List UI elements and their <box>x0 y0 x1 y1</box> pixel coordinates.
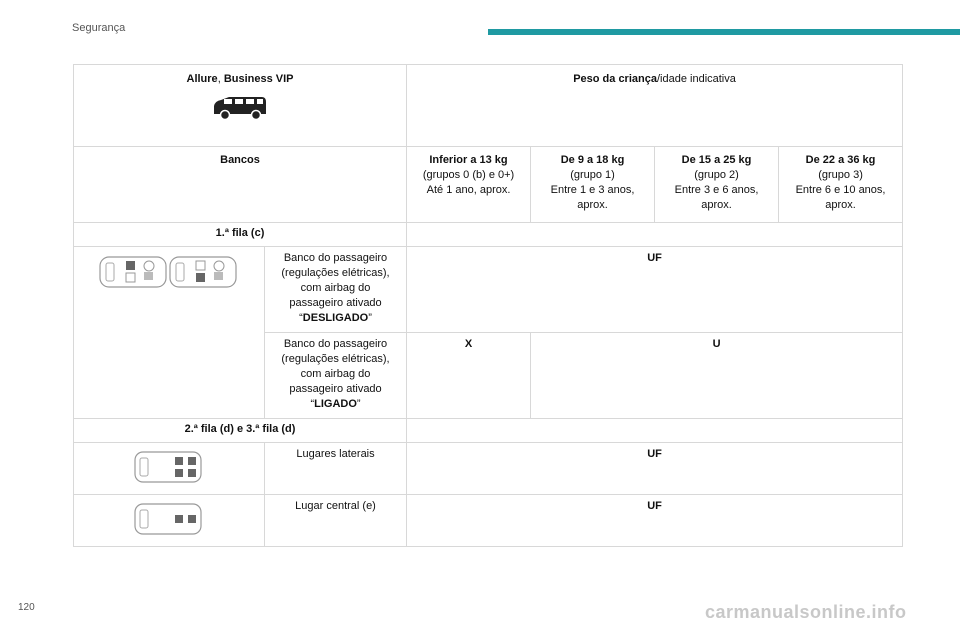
lateral-seat-diagram-cell <box>74 443 265 495</box>
seat-desc-line: Banco do passageiro <box>283 338 388 350</box>
group-number: (grupo 3) <box>818 169 863 181</box>
suitability-value: X <box>464 338 473 350</box>
value-cell <box>407 333 531 419</box>
central-seat-label-cell <box>265 495 407 547</box>
passenger-airbag-on-cell <box>265 333 407 419</box>
seats-header-cell <box>74 147 407 223</box>
passenger-airbag-off-cell <box>265 247 407 333</box>
value-cell <box>407 495 903 547</box>
section-title: Segurança <box>72 22 126 34</box>
lateral-seats-label-cell <box>265 443 407 495</box>
row-section-label <box>74 223 407 247</box>
table-row <box>74 495 903 547</box>
group-title: De 9 a 18 kg <box>560 154 625 166</box>
watermark: carmanualsonline.info <box>705 602 907 622</box>
airbag-state: DESLIGADO <box>302 312 369 324</box>
section-color-bar <box>488 29 960 35</box>
group-age: Entre 6 e 10 anos, aprox. <box>795 184 886 211</box>
group-title: De 22 a 36 kg <box>805 154 876 166</box>
group-cell <box>779 147 903 223</box>
version-name-1: Allure <box>186 73 218 85</box>
group-title: Inferior a 13 kg <box>429 154 508 166</box>
page-number: 120 <box>18 602 35 613</box>
suitability-value: UF <box>647 448 662 460</box>
table-row <box>74 443 903 495</box>
empty-cell <box>407 419 903 443</box>
group-age: Até 1 ano, aprox. <box>426 184 511 196</box>
child-seat-table <box>73 64 903 547</box>
weight-header-bold: Peso da criança <box>573 73 657 85</box>
weight-header-cell <box>407 65 903 147</box>
group-number: (grupo 2) <box>694 169 739 181</box>
central-seat-car-top-icon <box>134 501 204 537</box>
group-cell <box>655 147 779 223</box>
seat-desc-line: (regulações elétricas), <box>281 267 390 279</box>
group-cell <box>407 147 531 223</box>
value-cell <box>407 443 903 495</box>
version-separator: , <box>217 73 224 85</box>
table-row <box>74 147 903 223</box>
seats-header: Bancos <box>220 154 260 166</box>
seat-desc-line: passageiro ativado <box>289 297 382 309</box>
table-row <box>74 247 903 333</box>
value-cell <box>407 247 903 333</box>
group-number: (grupo 1) <box>570 169 615 181</box>
version-name-2: Business VIP <box>223 73 294 85</box>
quote-open: “ <box>299 312 303 324</box>
group-title: De 15 a 25 kg <box>681 154 752 166</box>
quote-close: ” <box>356 398 361 410</box>
lateral-seats-car-top-icon <box>134 449 204 485</box>
quote-close: ” <box>368 312 372 324</box>
front-seat-diagram-cell <box>74 247 265 419</box>
group-cell <box>531 147 655 223</box>
quote-open: “ <box>310 398 315 410</box>
lateral-seats-label: Lugares laterais <box>296 448 375 460</box>
van-side-icon <box>210 95 270 121</box>
seat-desc-line: Banco do passageiro <box>283 252 388 264</box>
seat-desc-line: (regulações elétricas), <box>281 353 390 365</box>
central-seat-diagram-cell <box>74 495 265 547</box>
suitability-value: U <box>712 338 721 350</box>
front-seats-car-top-icon <box>99 253 239 289</box>
suitability-value: UF <box>647 252 662 264</box>
first-row-label: 1.ª fila (c) <box>215 227 265 239</box>
group-age: Entre 1 e 3 anos, aprox. <box>550 184 635 211</box>
seat-desc-line: com airbag do <box>300 282 371 294</box>
table-row <box>74 223 903 247</box>
group-number: (grupos 0 (b) e 0+) <box>422 169 515 181</box>
version-cell <box>74 65 407 147</box>
airbag-state-line <box>271 397 400 412</box>
table-row <box>74 419 903 443</box>
airbag-state: LIGADO <box>314 398 357 410</box>
central-seat-label: Lugar central (e) <box>295 500 376 512</box>
group-age: Entre 3 e 6 anos, aprox. <box>674 184 759 211</box>
airbag-state-line <box>271 311 400 326</box>
row-section-label <box>74 419 407 443</box>
empty-cell <box>407 223 903 247</box>
seat-desc-line: passageiro ativado <box>289 383 382 395</box>
value-cell <box>531 333 903 419</box>
rear-rows-label: 2.ª fila (d) e 3.ª fila (d) <box>184 423 296 435</box>
weight-header-rest: /idade indicativa <box>656 73 736 85</box>
table-row <box>74 65 903 147</box>
suitability-value: UF <box>647 500 662 512</box>
seat-desc-line: com airbag do <box>300 368 371 380</box>
